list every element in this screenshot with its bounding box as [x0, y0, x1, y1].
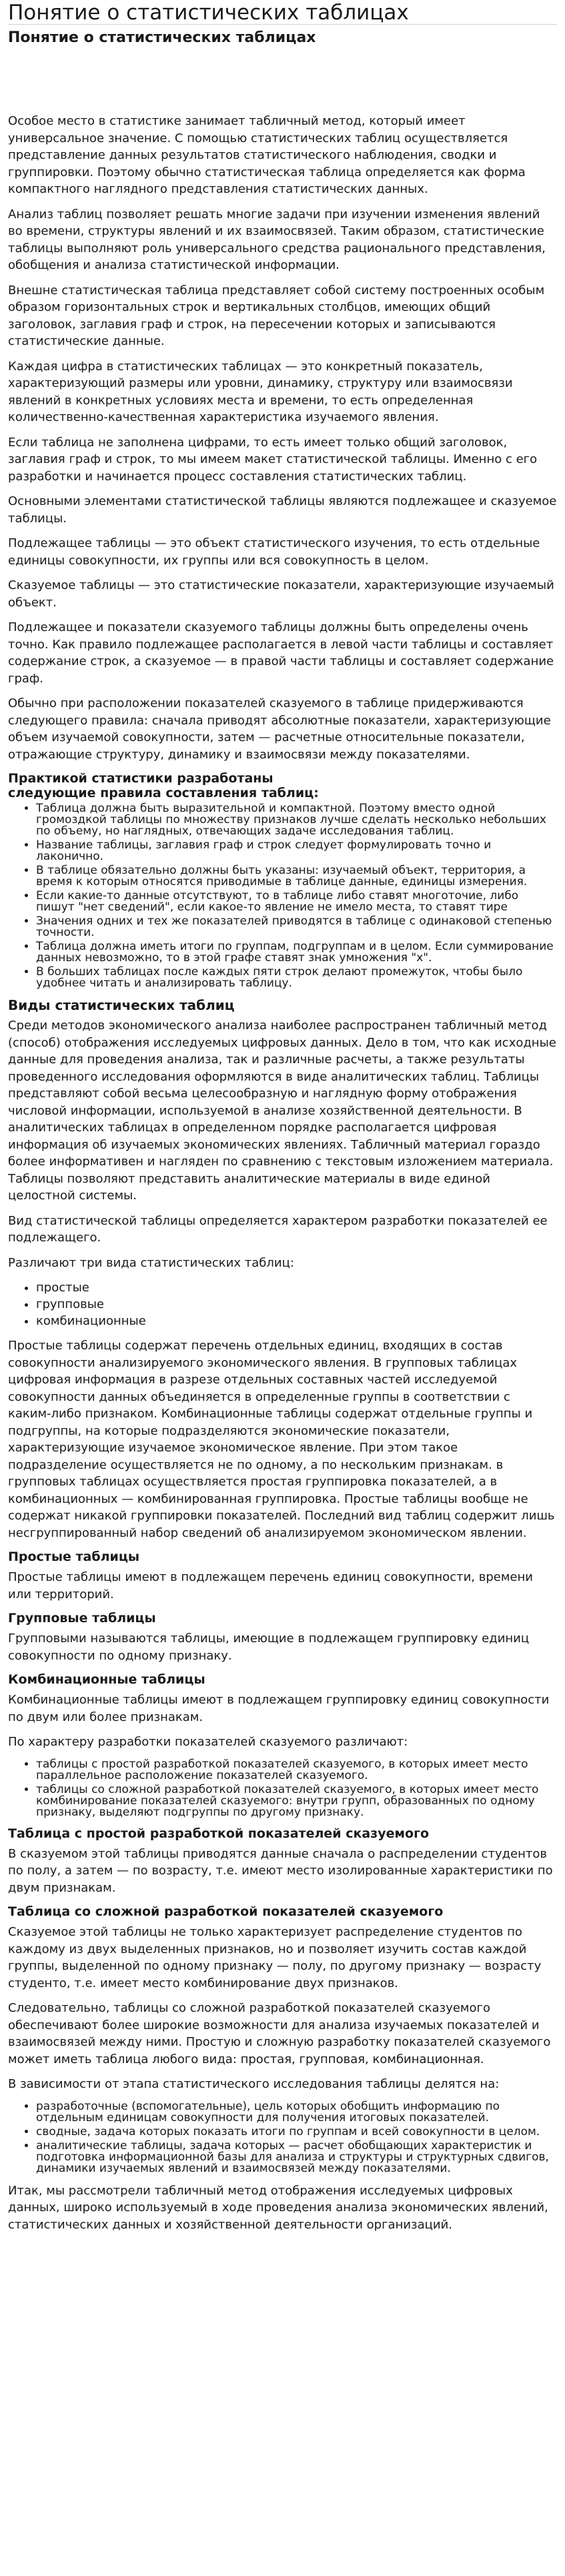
- paragraph: Особое место в статистике занимает табличный метод, который имеет универсальное значение. С помощью статистических таблиц осуществляется представление данных результатов статистического наблюдения, сводки и группировки. Поэтому обычно статистическая таблица определяется как форма компактного наглядного представления статистических данных.: [8, 114, 526, 196]
- list-item: • Значения одних и тех же показателей приводятся в таблице с одинаковой степенью точности.: [36, 916, 557, 938]
- list-item: • сводные, задача которых показать итоги по группам и всей совокупности в целом.: [36, 2126, 557, 2138]
- top-spacer: [8, 47, 557, 113]
- section-title-types: Виды статистических таблиц: [8, 997, 235, 1013]
- paragraph: Вид статистической таблицы определяется характером разработки показателей ее подлежащего.: [8, 1213, 548, 1245]
- section-title-complex-dev: Таблица со сложной разработкой показателей сказуемого: [8, 1904, 444, 1919]
- paragraph: Подлежащее и показатели сказуемого таблицы должны быть определены очень точно. Как правило подлежащее располагается в левой части таблицы и составляет содержание строк, а сказуемое — в правой части таблицы и составляет содержание граф.: [8, 620, 554, 686]
- paragraph: По характеру разработки показателей сказуемого различают:: [8, 1735, 408, 1749]
- intro-section: [8, 113, 557, 763]
- list-item: • Таблица должна быть выразительной и компактной. Поэтому вместо одной громоздкой таблицы по множеству признаков лучше сделать несколько небольших по объему, но наглядных, отвечающих задаче исследования таблиц.: [36, 803, 557, 837]
- paragraph: Сказуемое таблицы — это статистические показатели, характеризующие изучаемый объект.: [8, 578, 554, 610]
- paragraph: Основными элементами статистической таблицы являются подлежащее и сказуемое таблицы.: [8, 494, 557, 526]
- list-item: • таблицы с простой разработкой показателей сказуемого, в которых имеет место параллельное расположение показателей сказуемого.: [36, 1759, 557, 1782]
- paragraph: Среди методов экономического анализа наиболее распространен табличный метод (способ) отображения исследуемых цифровых данных. Дело в том, что как исходные данные для проведения анализа, так и различные расчеты, а также результаты проведенного исследования оформляются в виде аналитических таблиц. Таблицы представляют собой весьма целесообразную и наглядную форму отображения числовой информации, используемой в анализе хозяйственной деятельности. В аналитических таблицах в определенном порядке располагается цифровая информация об изучаемых экономических явлениях. Табличный материал гораздо более информативен и нагляден по сравнению с текстовым изложением материала. Таблицы позволяют представить аналитические материалы в виде единой целостной системы.: [8, 1019, 556, 1203]
- article-title: Понятие о статистических таблицах: [8, 29, 316, 46]
- list-item: • таблицы со сложной разработкой показателей сказуемого, в которых имеет место комбинирование показателей сказуемого: внутри групп, образованных по одному признаку, выделяют подгруппы по другому признаку.: [36, 1784, 557, 1818]
- paragraph: Каждая цифра в статистических таблицах — это конкретный показатель, характеризующий размеры или уровни, динамику, структуру или взаимосвязи явлений в конкретных условиях места и времени, то есть определенная количественно-качественная характеристика изучаемого явления.: [8, 359, 513, 424]
- list-item: • комбинационные: [36, 1313, 557, 1329]
- list-item: • разработочные (вспомогательные), цель которых обобщить информацию по отдельным единицам совокупности для получения итоговых показателей.: [36, 2101, 557, 2124]
- paragraph: Простые таблицы содержат перечень отдельных единиц, входящих в состав совокупности анализируемого экономического явления. В групповых таблицах цифровая информация в разрезе отдельных составных частей исследуемой совокупности данных объединяется в определенные группы в соответствии с каким-либо признаком. Комбинационные таблицы содержат отдельные группы и подгруппы, на которые подразделяются экономические показатели, характеризующие изучаемое экономическое явление. При этом такое подразделение осуществляется не по одному, а по нескольким признакам. в групповых таблицах осуществляется простая группировка показателей, а в комбинационных — комбинированная группировка. Простые таблицы вообще не содержат никакой группировки показателей. Последний вид таблиц содержит лишь несгруппированный набор сведений об анализируемом экономическом явлении.: [8, 1339, 555, 1540]
- rules-heading: [8, 771, 557, 800]
- list-item: • Если какие-то данные отсутствуют, то в таблице либо ставят многоточие, либо пишут "нет сведений", если какое-то явление не имело места, то ставят тире: [36, 890, 557, 913]
- paragraph: Групповыми называются таблицы, имеющие в подлежащем группировку единиц совокупности по одному признаку.: [8, 1632, 530, 1663]
- list-item: • В таблице обязательно должны быть указаны: изучаемый объект, территория, а время к которым относятся приводимые в таблице данные, единицы измерения.: [36, 865, 557, 888]
- paragraph: Комбинационные таблицы имеют в подлежащем группировку единиц совокупности по двум или более признакам.: [8, 1693, 550, 1724]
- section-title-simple-dev: Таблица с простой разработкой показателей сказуемого: [8, 1826, 430, 1841]
- list-item: • аналитические таблицы, задача которых — расчет обобщающих характеристик и подготовка информационной базы для анализа и структуры и структурных сдвигов, динамики изучаемых явлений и взаимосвязей между показателями.: [36, 2140, 557, 2174]
- paragraph: Подлежащее таблицы — это объект статистического изучения, то есть отдельные единицы совокупности, их группы или вся совокупность в целом.: [8, 536, 540, 568]
- list-item: • простые: [36, 1279, 557, 1296]
- paragraph: Если таблица не заполнена цифрами, то есть имеет только общий заголовок, заглавия граф и строк, то мы имеем макет статистической таблицы. Именно с его разработки и начинается процесс составления статистических таблиц.: [8, 435, 538, 484]
- list-item: • Таблица должна иметь итоги по группам, подгруппам и в целом. Если суммирование данных невозможно, то в этой графе ставят знак умножения "х".: [36, 941, 557, 964]
- paragraph: Анализ таблиц позволяет решать многие задачи при изучении изменения явлений во времени, структуры явлений и их взаимосвязей. Таким образом, статистические таблицы выполняют роль универсального средства рационального представления, обобщения и анализа статистической информации.: [8, 207, 546, 272]
- rules-list: [8, 803, 557, 989]
- paragraph: В зависимости от этапа статистического исследования таблицы делятся на:: [8, 2077, 500, 2091]
- predicate-list: [8, 1759, 557, 1818]
- rules-heading-line-1: Практикой статистики разработаны: [8, 771, 273, 786]
- paragraph: Различают три вида статистических таблиц:: [8, 1255, 294, 1270]
- conclusion-paragraph: Итак, мы рассмотрели табличный метод отображения исследуемых цифровых данных, широко используемый в ходе проведения анализа экономических явлений, статистических данных и хозяйственной деятельности организаций.: [8, 2183, 548, 2232]
- list-item: • Название таблицы, заглавия граф и строк следует формулировать точно и лаконично.: [36, 840, 557, 862]
- stage-list: [8, 2101, 557, 2174]
- paragraph: Следовательно, таблицы со сложной разработкой показателей сказуемого обеспечивают более широкие возможности для анализа изучаемых показателей и взаимосвязей между ними. Простую и сложную разработку показателей сказуемого может иметь таблица любого вида: простая, групповая, комбинационная.: [8, 2001, 551, 2066]
- list-item: • групповые: [36, 1296, 557, 1313]
- list-item: • В больших таблицах после каждых пяти строк делают промежуток, чтобы было удобнее читать и анализировать таблицу.: [36, 967, 557, 989]
- paragraph: В сказуемом этой таблицы приводятся данные сначала о распределении студентов по полу, а затем — по возрасту, т.е. имеют место изолированные характеристики по двум признакам.: [8, 1846, 553, 1895]
- types-list: [8, 1279, 557, 1329]
- paragraph: Сказуемое этой таблицы не только характеризует распределение студентов по каждому из двух выделенных признаков, но и позволяет изучить состав каждой группы, выделенной по одному признаку — полу, по другому признаку — возрасту студенто, т.е. имеет место комбинирование двух признаков.: [8, 1925, 542, 1990]
- paragraph: Простые таблицы имеют в подлежащем перечень единиц совокупности, времени или территорий.: [8, 1570, 533, 1601]
- paragraph: Обычно при расположении показателей сказуемого в таблице придерживаются следующего правила: сначала приводят абсолютные показатели, характеризующие объем изучаемой совокупности, затем — расчетные относительные показатели, отражающие структуру, динамику и взаимосвязи между показателями.: [8, 696, 551, 762]
- window-title: Понятие о статистических таблицах: [8, 0, 557, 25]
- section-title-combo: Комбинационные таблицы: [8, 1672, 205, 1687]
- section-title-simple: Простые таблицы: [8, 1549, 140, 1564]
- section-title-group: Групповые таблицы: [8, 1611, 156, 1626]
- rules-heading-line-2: следующие правила составления таблиц:: [8, 786, 319, 800]
- paragraph: Внешне статистическая таблица представляет собой систему построенных особым образом горизонтальных строк и вертикальных столбцов, имеющих общий заголовок, заглавия граф и строк, на пересечении которых и записываются статистические данные.: [8, 283, 545, 348]
